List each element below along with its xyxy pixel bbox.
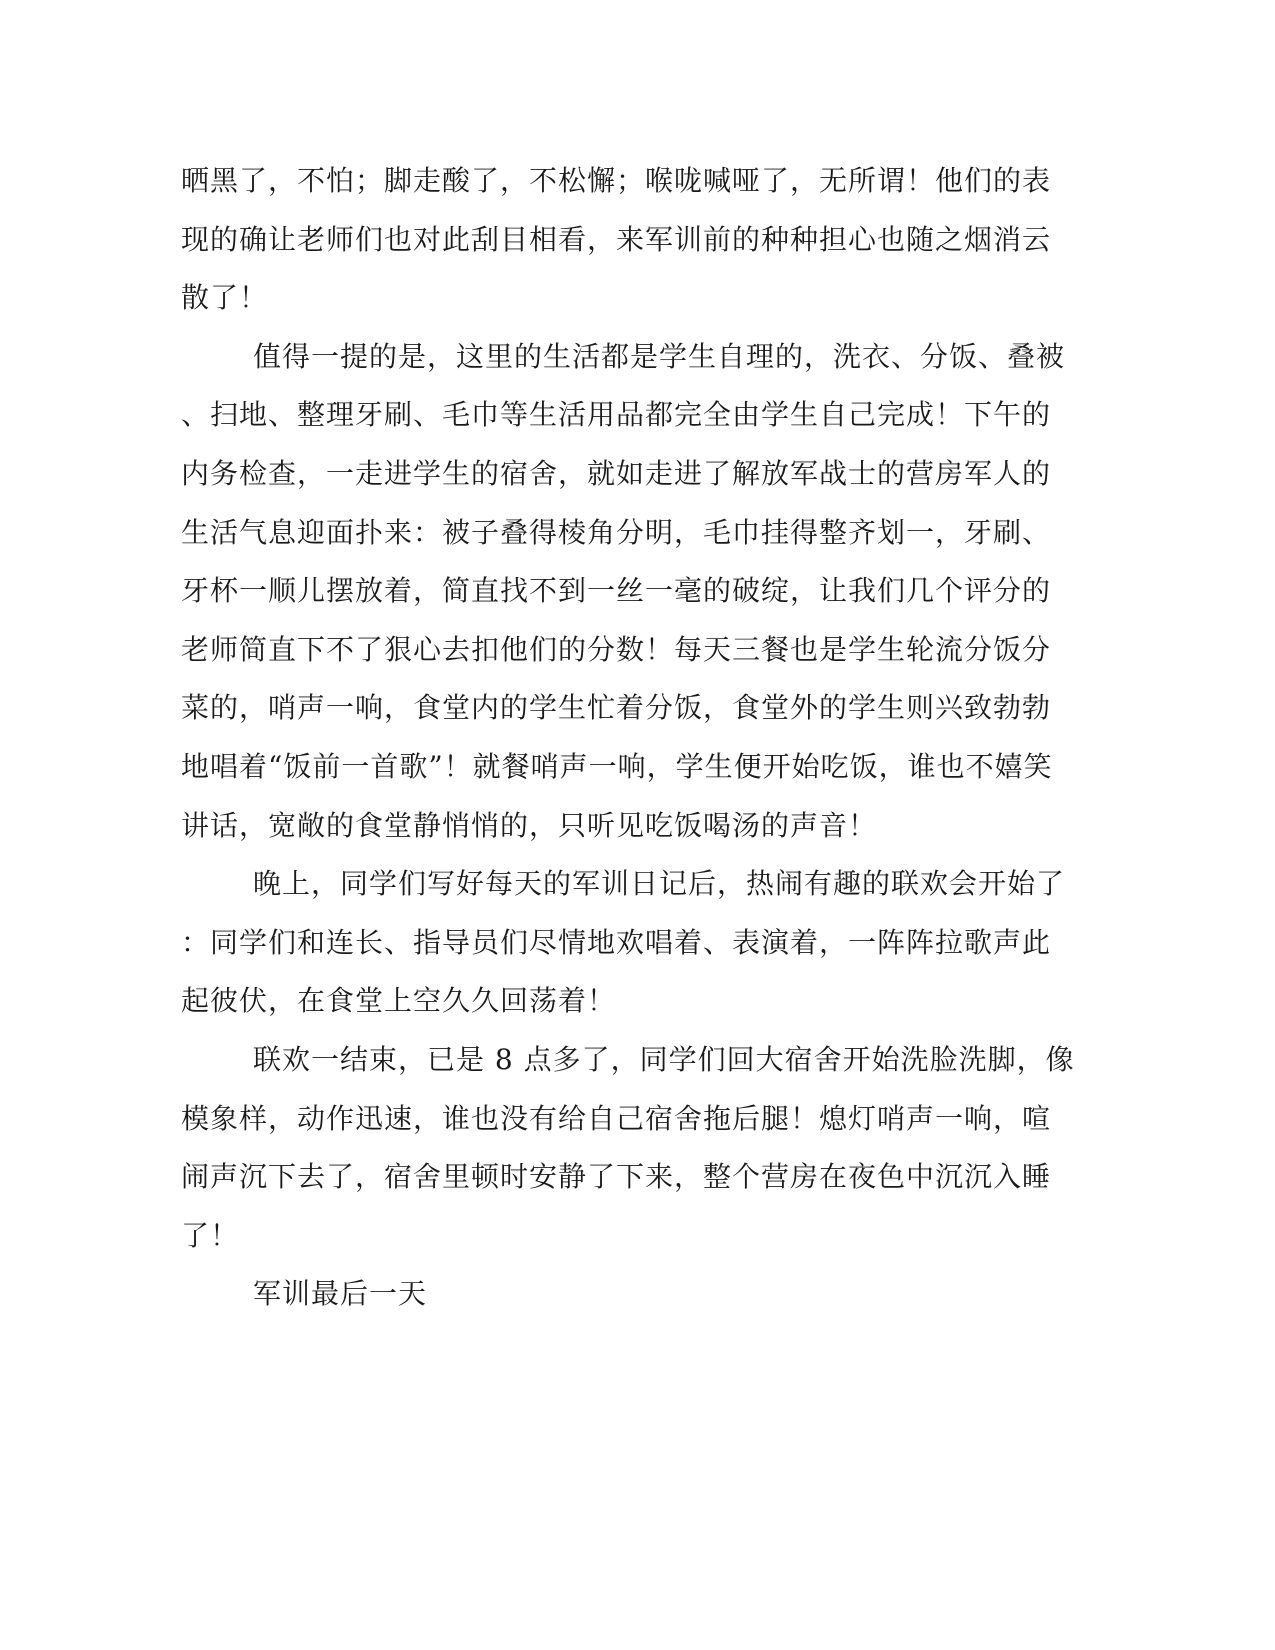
text-line: 晒黑了，不怕；脚走酸了，不松懈；喉咙喊哑了，无所谓！他们的表: [181, 164, 1052, 197]
text-line: 晚上，同学们写好每天的军训日记后，热闹有趣的联欢会开始了: [253, 867, 1066, 900]
text-line: 讲话，宽敞的食堂静悄悄的，只听见吃饭喝汤的声音！: [181, 809, 878, 842]
text-line: 起彼伏，在食堂上空久久回荡着！: [181, 984, 617, 1017]
text-line: 老师简直下不了狠心去扣他们的分数！每天三餐也是学生轮流分饭分: [181, 633, 1052, 666]
text-line: 闹声沉下去了，宿舍里顿时安静了下来，整个营房在夜色中沉沉入睡: [181, 1160, 1052, 1193]
section-heading: 军训最后一天: [253, 1277, 428, 1310]
text-line: 散了！: [181, 281, 269, 314]
text-line: 了！: [181, 1219, 240, 1252]
text-line: 模象样，动作迅速，谁也没有给自己宿舍拖后腿！熄灯哨声一响，喧: [181, 1102, 1052, 1135]
text-line: 值得一提的是，这里的生活都是学生自理的，洗衣、分饭、叠被: [253, 340, 1066, 373]
text-line: 内务检查，一走进学生的宿舍，就如走进了解放军战士的营房军人的: [181, 457, 1052, 490]
text-line: 生活气息迎面扑来：被子叠得棱角分明，毛巾挂得整齐划一，牙刷、: [181, 516, 1052, 549]
text-line: 牙杯一顺儿摆放着，简直找不到一丝一毫的破绽，让我们几个评分的: [181, 574, 1052, 607]
text-line: 地唱着“饭前一首歌”！就餐哨声一响，学生便开始吃饭，谁也不嬉笑: [181, 750, 1053, 783]
text-line: ：同学们和连长、指导员们尽情地欢唱着、表演着，一阵阵拉歌声此: [181, 926, 1052, 959]
text-line: 、扫地、整理牙刷、毛巾等生活用品都完全由学生自己完成！下午的: [181, 398, 1052, 431]
text-line: 联欢一结束，已是 8 点多了，同学们回大宿舍开始洗脸洗脚，像: [253, 1043, 1075, 1076]
text-line: 现的确让老师们也对此刮目相看，来军训前的种种担心也随之烟消云: [181, 223, 1052, 256]
text-line: 菜的，哨声一响，食堂内的学生忙着分饭，食堂外的学生则兴致勃勃: [181, 691, 1052, 724]
